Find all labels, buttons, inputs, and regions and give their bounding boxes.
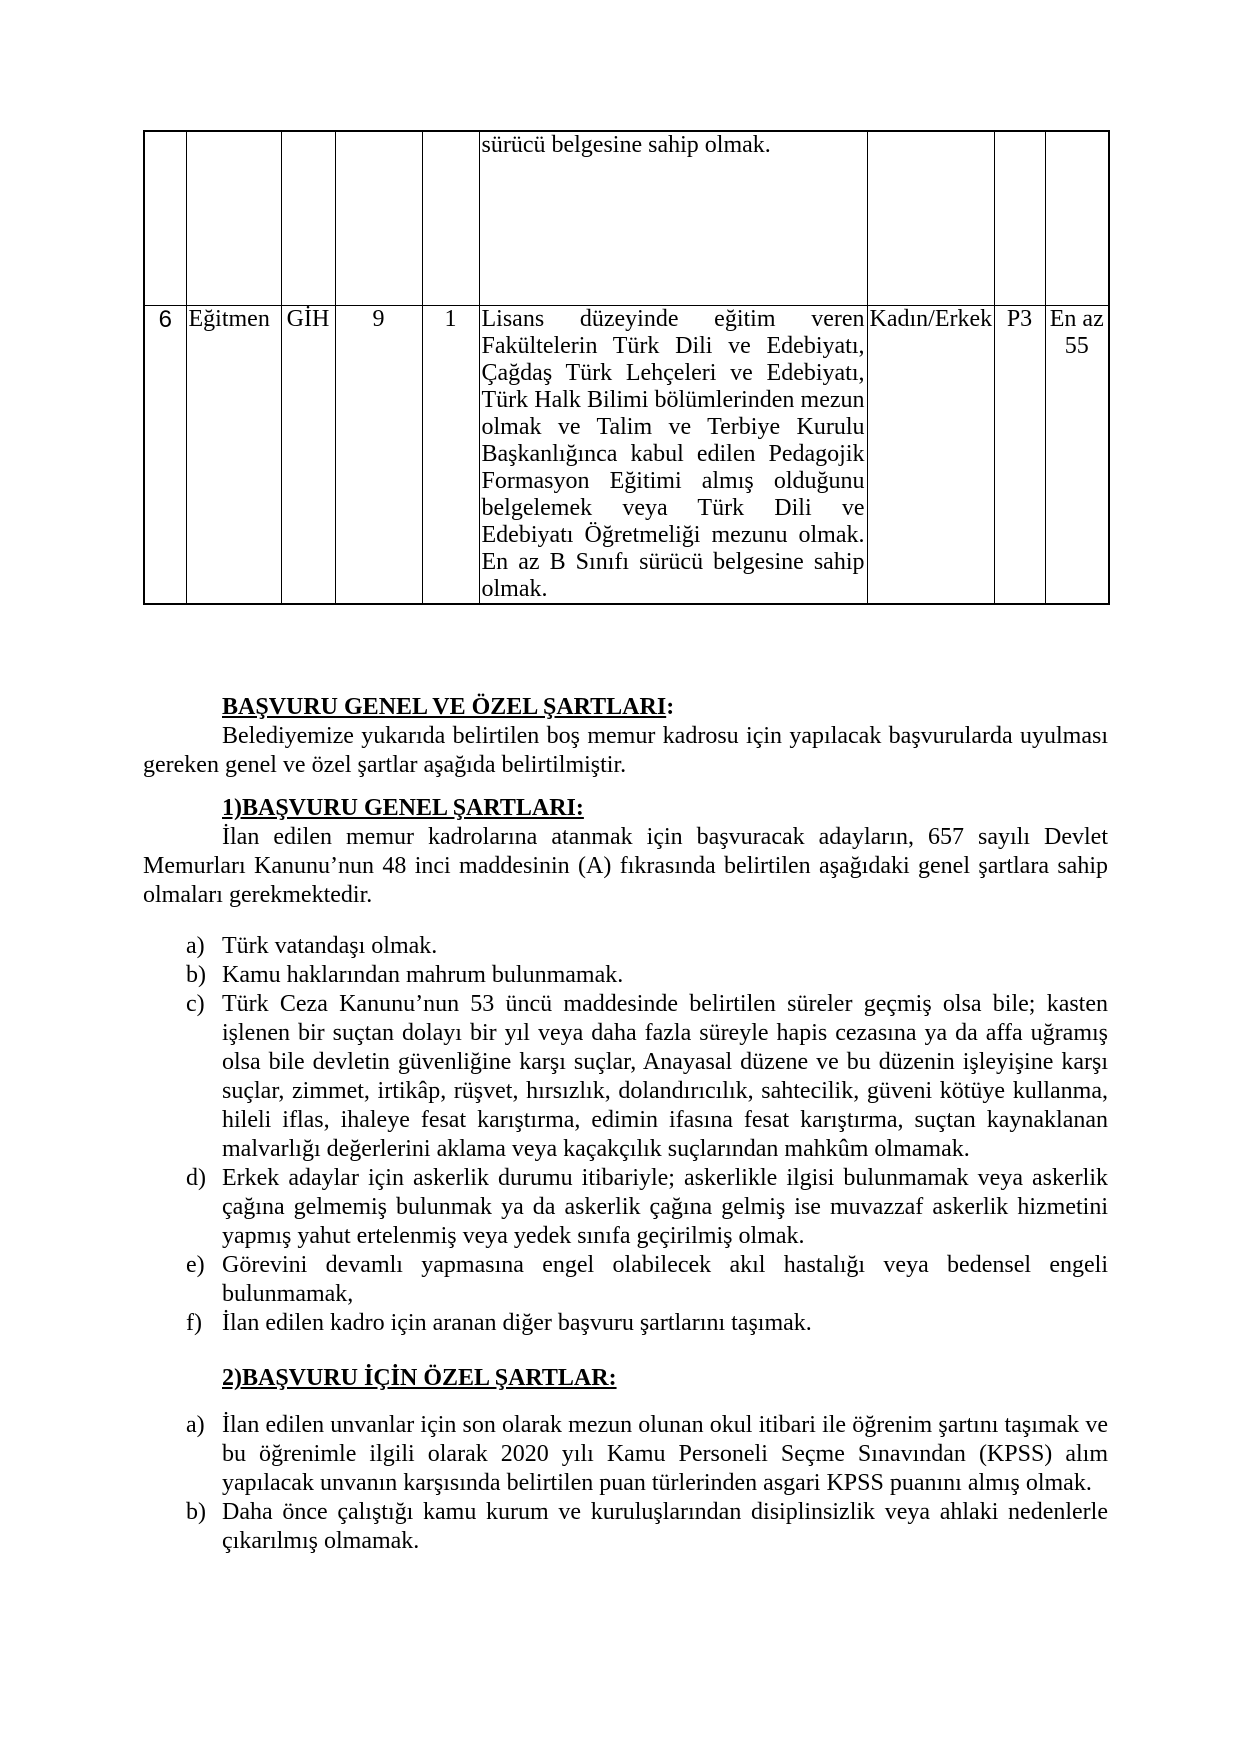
special-conditions-heading (143, 1364, 1108, 1393)
list-item-text: Görevini devamlı yapmasına engel olabilecek akıl hastalığı veya bedensel engeli bulunmamak, (222, 1252, 1108, 1307)
intro-paragraph: Belediyemize yukarıda belirtilen boş memur kadrosu için yapılacak başvurularda uyulması gereken genel ve özel şartlar aşağıda belirtilmiştir. (143, 723, 1108, 778)
list-item-text: Kamu haklarından mahrum bulunmamak. (222, 962, 624, 988)
list-item-text: Daha önce çalıştığı kamu kurum ve kuruluşlarından disiplinsizlik veya ahlaki nedenlerle çıkarılmış olmamak. (222, 1499, 1108, 1554)
list-item (186, 1164, 1108, 1251)
cell-empty (422, 131, 479, 306)
special-conditions-heading-text: 2)BAŞVURU İÇİN ÖZEL ŞARTLAR: (222, 1365, 617, 1391)
list-item (186, 932, 1108, 961)
cell-count: 1 (422, 306, 479, 605)
list-item (186, 1309, 1108, 1338)
list-item-text: İlan edilen kadro için aranan diğer başvuru şartlarını taşımak. (222, 1310, 812, 1336)
cell-empty (867, 131, 994, 306)
cell-min-score: En az 55 (1045, 306, 1109, 605)
list-item-text: Erkek adaylar için askerlik durumu itibariyle; askerlikle ilgisi bulunmamak veya askerlik çağına gelmemiş bulunmak ya da askerlik çağına gelmiş ise muvazzaf askerlik hizmetini yapmış yahut ertelenmiş veya yedek sınıfa geçirilmiş olmak. (222, 1165, 1108, 1249)
general-conditions-heading-text: 1)BAŞVURU GENEL ŞARTLARI: (222, 795, 584, 821)
list-item-text: İlan edilen unvanlar için son olarak mezun olunan okul itibari ile öğrenim şartını taşımak ve bu öğrenimle ilgili olarak 2020 yılı Kamu Personeli Seçme Sınavından (KPSS) alım yapılacak unvanın karşısında belirtilen puan türlerinden asgari KPSS puanını almış olmak. (222, 1412, 1108, 1496)
cell-gender: Kadın/Erkek (867, 306, 994, 605)
cell-title: Eğitmen (186, 306, 281, 605)
list-item-marker: c) (186, 991, 205, 1017)
list-item (186, 1251, 1108, 1309)
cell-description: Lisans düzeyinde eğitim veren Fakültelerin Türk Dili ve Edebiyatı, Çağdaş Türk Lehçeleri ve Edebiyatı, Türk Halk Bilimi bölümlerinden mezun olmak ve Talim ve Terbiye Kurulu Başkanlığınca kabul edilen Pedagojik Formasyon Eğitimi almış olduğunu belgelemek veya Türk Dili ve Edebiyatı Öğretmeliği mezunu olmak. En az B Sınıfı sürücü belgesine sahip olmak. (479, 306, 867, 605)
cell-score-type: P3 (994, 306, 1045, 605)
special-conditions-list (143, 1411, 1108, 1556)
cell-empty (186, 131, 281, 306)
main-heading (143, 693, 1108, 722)
list-item-marker: b) (186, 1499, 206, 1525)
list-item (186, 1411, 1108, 1498)
cell-empty (335, 131, 422, 306)
cell-empty (1045, 131, 1109, 306)
cell-empty (144, 131, 186, 306)
cell-empty (994, 131, 1045, 306)
list-item (186, 1498, 1108, 1556)
general-conditions-heading (143, 794, 1108, 823)
table-row-continuation (144, 131, 1109, 306)
cell-empty (281, 131, 335, 306)
table-row-6 (144, 306, 1109, 605)
general-conditions-list (143, 932, 1108, 1338)
cell-row-number: 6 (144, 306, 186, 605)
requirements-table (143, 130, 1110, 605)
cell-class: GİH (281, 306, 335, 605)
list-item-marker: e) (186, 1252, 205, 1278)
main-heading-colon: : (666, 694, 675, 720)
page-content (143, 130, 1108, 1556)
cell-degree: 9 (335, 306, 422, 605)
list-item-text: Türk Ceza Kanunu’nun 53 üncü maddesinde belirtilen süreler geçmiş olsa bile; kasten işlenen bir suçtan dolayı bir yıl veya daha fazla süreyle hapis cezasına ya da affa uğramış olsa bile devletin güvenliğine karşı suçlar, Anayasal düzene ve bu düzenin işleyişine karşı suçlar, zimmet, irtikâp, rüşvet, hırsızlık, dolandırıcılık, sahtecilik, güveni kötüye kullanma, hileli iflas, ihaleye fesat karıştırma, edimin ifasına fesat karıştırma, suçtan kaynaklanan malvarlığı değerlerini aklama veya kaçakçılık suçlarından mahkûm olmamak. (222, 991, 1108, 1162)
list-item (186, 961, 1108, 990)
list-item-marker: d) (186, 1165, 206, 1191)
general-conditions-intro: İlan edilen memur kadrolarına atanmak için başvuracak adayların, 657 sayılı Devlet Memurları Kanunu’nun 48 inci maddesinin (A) fıkrasında belirtilen aşağıdaki genel şartlara sahip olmaları gerekmektedir. (143, 824, 1108, 908)
cell-description-continuation: sürücü belgesine sahip olmak. (479, 131, 867, 306)
list-item-marker: b) (186, 962, 206, 988)
list-item-marker: a) (186, 933, 205, 959)
list-item (186, 990, 1108, 1164)
list-item-marker: f) (186, 1310, 202, 1336)
main-heading-text: BAŞVURU GENEL VE ÖZEL ŞARTLARI (222, 694, 667, 720)
list-item-text: Türk vatandaşı olmak. (222, 933, 438, 959)
list-item-marker: a) (186, 1412, 205, 1438)
